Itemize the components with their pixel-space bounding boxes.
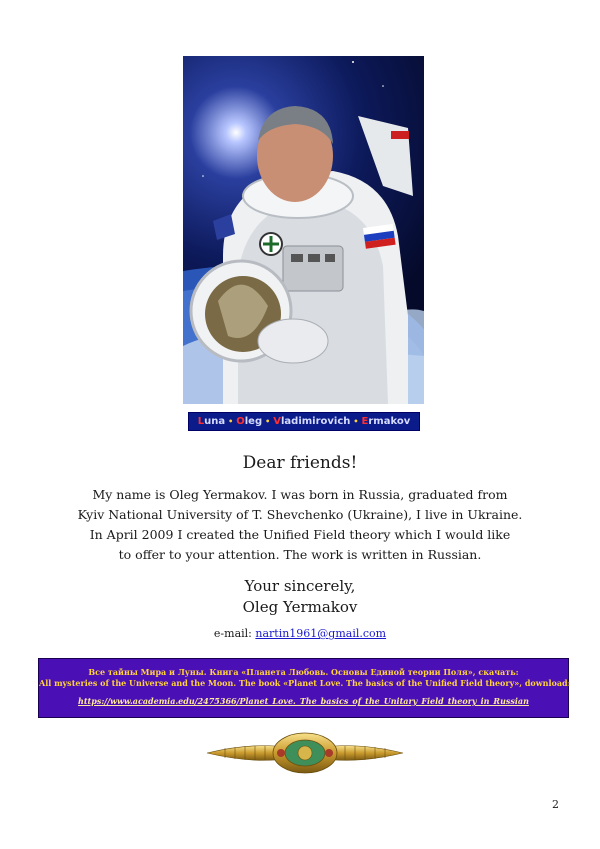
caption-initial: E — [361, 416, 369, 427]
intro-line: My name is Oleg Yermakov. I was born in Russia, graduated from — [92, 487, 508, 502]
info-line-english: All mysteries of the Universe and the Moon. The book «Planet Love. The basics of the Unified Field theory», download: — [39, 678, 571, 688]
intro-line: Kyiv National University of T. Shevchenko (Ukraine), I live in Ukraine. — [77, 507, 523, 522]
signature-name: Oleg Yermakov — [242, 598, 358, 616]
email-label: e-mail: — [213, 627, 256, 640]
intro-paragraph — [40, 485, 560, 565]
caption-separator: • — [353, 417, 359, 426]
email-link[interactable]: nartin1961@gmail.com — [255, 627, 387, 640]
caption-separator: • — [265, 417, 271, 426]
caption-initial: L — [197, 416, 205, 427]
signature-closing: Your sincerely, — [244, 577, 356, 595]
greeting-heading: Dear friends! — [242, 453, 358, 473]
caption-initial: O — [236, 416, 245, 427]
page-number: 2 — [552, 798, 559, 811]
astronaut-illustration — [183, 56, 424, 404]
caption-initial: V — [273, 416, 281, 427]
download-info-box — [38, 658, 569, 718]
caption-word: leg — [244, 416, 263, 427]
astronaut-photo — [183, 56, 424, 404]
caption-word: ladimirovich — [281, 416, 351, 427]
intro-line: In April 2009 I created the Unified Field theory which I would like — [89, 527, 511, 542]
download-link[interactable]: https://www.academia.edu/2475366/Planet_Love._The_basics_of_the_Unitary_Field_theory_in_Russian — [78, 696, 529, 706]
intro-line: to offer to your attention. The work is written in Russian. — [118, 547, 482, 562]
info-line-russian: Все тайны Мира и Луны. Книга «Планета Любовь. Основы Единой теории Поля», скачать: — [88, 667, 519, 677]
email-line — [0, 627, 600, 640]
ornament-icon — [205, 730, 405, 776]
caption-word: rmakov — [368, 416, 411, 427]
caption-word: una — [204, 416, 226, 427]
signature-block — [0, 576, 600, 618]
name-caption-bar — [188, 412, 420, 431]
caption-separator: • — [228, 417, 234, 426]
